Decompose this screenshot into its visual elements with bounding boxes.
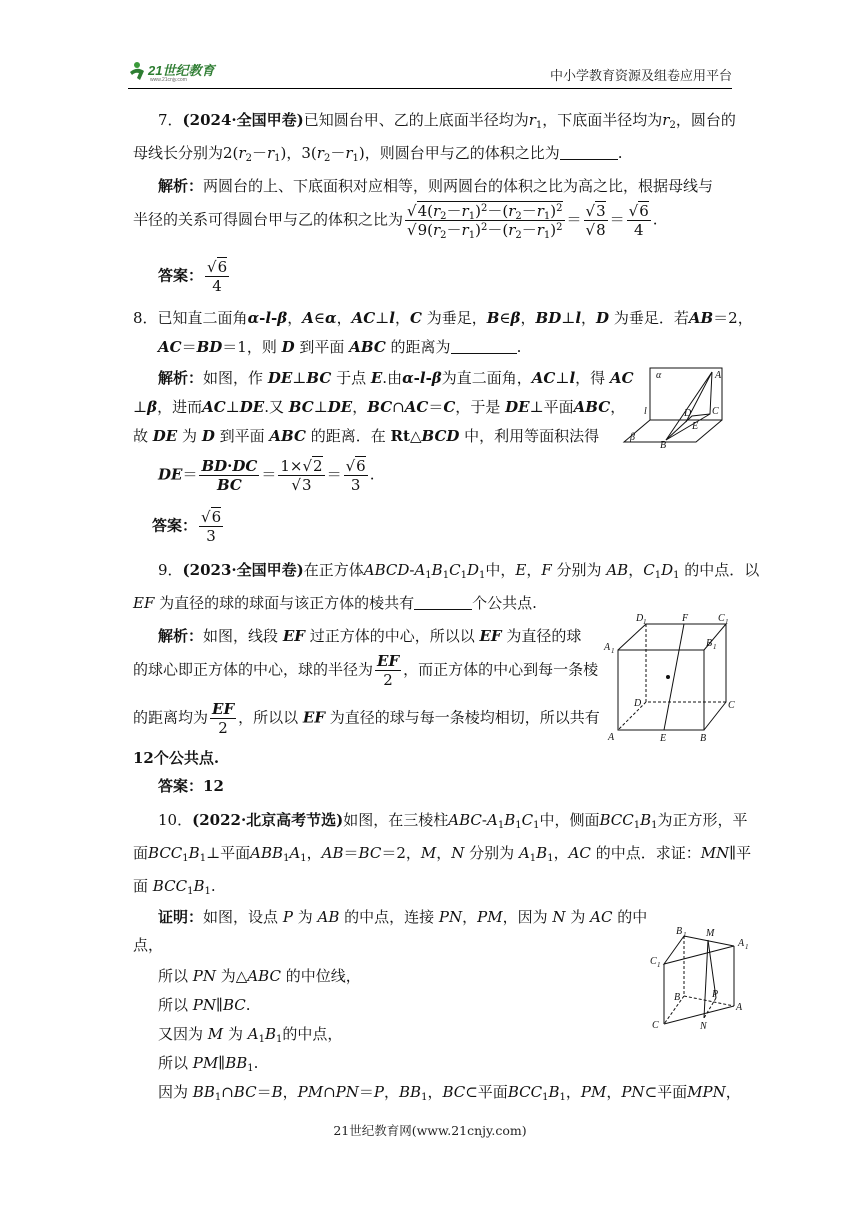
q10-proof-5: 又因为 M 为 $A_1B_1$的中点，	[158, 1025, 343, 1045]
q8-solution-2: ⊥β，进而AC⊥DE.又 BC⊥DE，BC∩AC＝C，于是 DE⊥平面ABC，	[133, 398, 626, 416]
q10-line-1: 10．(2022·北京高考节选)如图，在三棱柱ABC-$A_1B_1C_1$中，侧面$BCC_1B_1$为正方形，平	[158, 811, 748, 831]
svg-text:B: B	[700, 733, 707, 744]
svg-text:C: C	[650, 956, 657, 967]
q7-number: 7．	[158, 111, 183, 129]
svg-text:A: A	[604, 642, 611, 653]
q10-proof-4: 所以 PN∥BC.	[158, 996, 251, 1014]
q10-proof-7: 因为 $BB_1\cap BC=B$，PM∩PN＝P，$BB_1$，BC⊂平面$BCC_1B_1$，PM，PN⊂平面MPN，	[158, 1083, 741, 1103]
answer-blank	[560, 145, 618, 160]
q7-line-1: 7．(2024·全国甲卷)已知圆台甲、乙的上底面半径均为$r_1$，下底面半径均为$r_2$，圆台的	[158, 111, 736, 131]
svg-text:1: 1	[713, 643, 717, 651]
answer-blank	[414, 595, 472, 610]
page-header	[128, 58, 732, 89]
svg-text:1: 1	[643, 618, 647, 626]
svg-text:β: β	[630, 432, 635, 443]
answer-label: 答案：	[158, 266, 204, 285]
svg-text:B: B	[676, 926, 683, 937]
svg-text:D: D	[684, 408, 692, 419]
q10-line-3: 面 $BCC_1B_1$.	[133, 877, 216, 897]
q10-proof-2: 点，	[133, 936, 164, 954]
q8-line-2: AC＝BD＝1，则 D 到平面 ABC 的距离为 .	[158, 338, 522, 356]
svg-text:www.21cnjy.com: www.21cnjy.com	[150, 77, 187, 82]
q7-source: (2024·全国甲卷)	[182, 111, 304, 129]
svg-text:α: α	[656, 370, 662, 381]
svg-text:B: B	[674, 992, 681, 1003]
q9-solution-4: 12个公共点.	[133, 749, 220, 767]
svg-text:E: E	[692, 421, 699, 432]
svg-text:21世纪教育: 21世纪教育	[148, 63, 215, 78]
q9-solution-2: 的球心即正方体的中心，球的半径为 $\frac{EF}{2}$ ，而正方体的中心到每一条棱	[133, 652, 599, 689]
svg-text:D: D	[636, 613, 644, 624]
q8-answer: 答案： $\frac{√6}{3}$	[152, 508, 222, 545]
solution-label: 解析：	[158, 177, 204, 195]
svg-text:l: l	[644, 406, 647, 417]
q8-solution-4: DE＝ $\frac{BD\cdot DC}{BC}$ ＝ $\frac{1\times√2}{√3}$ ＝ $\frac{√6}{3}$ .	[158, 457, 375, 494]
site-logo	[128, 60, 232, 82]
svg-text:B: B	[706, 638, 713, 649]
q9-solution-3: 的距离均为 $\frac{EF}{2}$ ，所以以 EF 为直径的球与每一条棱均相切，所以共有	[133, 700, 600, 737]
svg-text:M: M	[706, 928, 715, 939]
q9-solution-1: 解析：如图，线段 EF 过正方体的中心，所以以 EF 为直径的球	[158, 627, 582, 645]
svg-text:A: A	[608, 732, 615, 743]
svg-text:C: C	[652, 1020, 659, 1031]
svg-text:1: 1	[683, 931, 687, 939]
svg-text:C: C	[712, 406, 719, 417]
svg-text:A: A	[736, 1002, 743, 1013]
volume-ratio-fraction: $\frac{√4(r_2-r_1)^2-(r_2-r_1)^2}{√9(r_2-r_1)^2-(r_2-r_1)^2}$	[407, 202, 563, 241]
svg-text:E: E	[660, 733, 667, 744]
svg-text:1: 1	[725, 618, 729, 626]
cube-figure	[598, 610, 740, 746]
q7-line-2: 母线长分别为$2(r_2-r_1)$，$3(r_2-r_1)$，则圆台甲与乙的体积之比为 .	[133, 144, 623, 164]
svg-text:F: F	[682, 613, 689, 624]
q7-answer: 答案： $\frac{√6}{4}$	[158, 258, 228, 295]
svg-text:A: A	[738, 938, 745, 949]
q8-line-1: 8．已知直二面角α-l-β，A∈α，AC⊥l，C 为垂足，B∈β，BD⊥l，D 为垂足．若AB＝2，	[133, 309, 753, 327]
q8-solution-3: 故 DE 为 D 到平面 ABC 的距离．在 Rt△BCD 中，利用等面积法得	[133, 427, 600, 445]
q10-proof-1: 证明：如图，设点 P 为 AB 的中点，连接 PN，PM，因为 N 为 AC 的中	[158, 908, 648, 926]
q10-proof-3: 所以 PN 为△ABC 的中位线，	[158, 967, 361, 985]
q10-proof-6: 所以 $PM\parallel BB_1$.	[158, 1054, 259, 1074]
platform-name: 中小学教育资源及组卷应用平台	[549, 69, 732, 84]
svg-text:1: 1	[611, 647, 615, 655]
answer-blank	[451, 339, 517, 354]
page-footer: 21世纪教育网(www.21cnjy.com)	[333, 1123, 527, 1138]
dihedral-angle-figure	[620, 362, 730, 450]
prism-figure	[644, 924, 756, 1034]
svg-text:A: A	[715, 370, 722, 381]
q10-line-2: 面$BCC_1B_1\perp$平面$ABB_1A_1$，AB＝BC＝2，M，N 分别为 $A_1B_1$，AC 的中点．求证：MN∥平	[133, 844, 752, 864]
svg-text:P: P	[712, 989, 719, 1000]
q9-answer: 答案：12	[158, 777, 224, 795]
svg-text:1: 1	[657, 961, 661, 969]
svg-text:B: B	[660, 440, 667, 450]
svg-text:C: C	[718, 613, 725, 624]
svg-text:C: C	[728, 700, 735, 711]
svg-text:D: D	[634, 698, 642, 709]
q9-line-1: 9．(2023·全国甲卷)在正方体ABCD-$A_1B_1C_1D_1$中，E，F 分别为 AB，$C_1D_1$ 的中点．以	[158, 561, 760, 581]
q7-solution-1: 解析：两圆台的上、下底面积对应相等，则两圆台的体积之比为高之比，根据母线与	[158, 177, 714, 195]
svg-text:N: N	[700, 1021, 707, 1032]
svg-text:1: 1	[745, 943, 749, 951]
q8-solution-1: 解析：如图，作 DE⊥BC 于点 E.由α-l-β为直二面角，AC⊥l，得 AC	[158, 369, 634, 387]
q9-line-2: EF 为直径的球的球面与该正方体的棱共有 个公共点.	[133, 594, 537, 612]
q7-solution-2: 半径的关系可得圆台甲与乙的体积之比为 $\frac{√4(r_2-r_1)^2-(r_2-r_1)^2}{√9(r_2-r_1)^2-(r_2-r_1)^2}$ ＝ $\frac{√3}{√8}$ ＝ $\frac{√6}{4}$ .	[133, 202, 658, 241]
